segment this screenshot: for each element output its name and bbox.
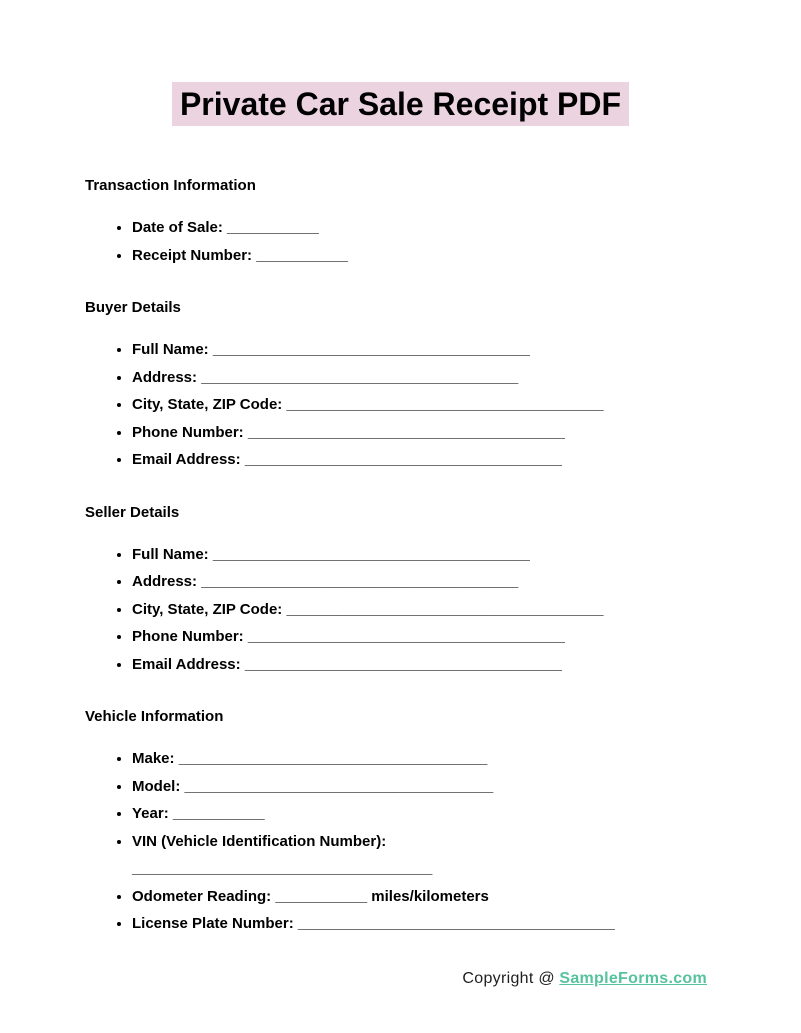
field-label: Receipt Number: <box>132 246 253 264</box>
field-list-buyer <box>85 336 716 474</box>
blank-line: ______________________________________ <box>247 423 565 441</box>
field-label: License Plate Number: <box>132 915 294 932</box>
field-seller-email-address <box>132 651 716 679</box>
blank-line: ______________________________________ <box>244 451 562 468</box>
field-seller-city-state-zip <box>132 596 716 624</box>
blank-line: _____________________________________ <box>178 750 488 767</box>
field-label: Address: <box>132 573 198 590</box>
sampleforms-link[interactable]: SampleForms.com <box>559 969 707 987</box>
section-seller-details <box>85 504 716 679</box>
blank-line: ______________________________________ <box>286 396 604 413</box>
blank-line: ___________ <box>275 887 368 905</box>
field-list-vehicle <box>85 745 716 938</box>
field-label: VIN (Vehicle Identification Number): <box>132 832 387 850</box>
field-label: Model: <box>132 777 181 795</box>
field-label: Email Address: <box>132 451 241 468</box>
field-label: Email Address: <box>132 655 241 673</box>
section-vehicle-information <box>85 708 716 938</box>
blank-line: ___________ <box>172 805 265 822</box>
field-receipt-number <box>132 242 716 270</box>
field-label: Phone Number: <box>132 628 244 645</box>
field-vehicle-make <box>132 745 716 773</box>
field-buyer-city-state-zip <box>132 391 716 419</box>
field-date-of-sale <box>132 214 716 242</box>
field-seller-phone-number <box>132 623 716 651</box>
field-buyer-full-name <box>132 336 716 364</box>
field-suffix: miles/kilometers <box>371 887 489 905</box>
blank-line: ______________________________________ <box>212 545 530 563</box>
blank-line: ______________________________________ <box>286 600 604 618</box>
field-list-seller <box>85 541 716 679</box>
field-label: Date of Sale: <box>132 219 223 236</box>
field-vehicle-license-plate <box>132 910 716 938</box>
blank-line: ______________________________________ <box>212 341 530 358</box>
field-list-transaction <box>85 214 716 269</box>
blank-line: ___________ <box>227 219 319 236</box>
field-label: Phone Number: <box>132 423 244 441</box>
title-row <box>85 82 716 126</box>
section-transaction-information <box>85 177 716 269</box>
blank-line: ______________________________________ <box>201 573 519 590</box>
field-seller-address <box>132 568 716 596</box>
copyright-text: Copyright @ <box>462 969 555 987</box>
blank-line: ______________________________________ <box>297 915 615 932</box>
blank-line: ___________ <box>256 246 348 264</box>
section-heading-seller: Seller Details <box>85 503 180 521</box>
field-buyer-phone-number <box>132 419 716 447</box>
page-title: Private Car Sale Receipt PDF <box>172 82 629 126</box>
field-label: Address: <box>132 368 198 386</box>
blank-line: _____________________________________ <box>184 777 494 795</box>
field-buyer-email-address <box>132 446 716 474</box>
blank-line: ______________________________________ <box>244 655 562 673</box>
field-seller-full-name <box>132 541 716 569</box>
field-vehicle-year <box>132 800 716 828</box>
field-label: Make: <box>132 750 175 767</box>
field-label: City, State, ZIP Code: <box>132 600 283 618</box>
blank-line: ______________________________________ <box>247 628 565 645</box>
blank-line: ______________________________________ <box>201 368 519 386</box>
field-label: City, State, ZIP Code: <box>132 396 283 413</box>
field-label: Year: <box>132 805 169 822</box>
blank-line: ____________________________________ <box>132 860 433 877</box>
field-label: Full Name: <box>132 545 209 563</box>
footer <box>85 968 707 990</box>
section-heading-buyer: Buyer Details <box>85 299 181 316</box>
field-vehicle-vin <box>132 828 716 883</box>
field-vehicle-model <box>132 773 716 801</box>
field-buyer-address <box>132 364 716 392</box>
field-label: Full Name: <box>132 341 209 358</box>
section-buyer-details <box>85 299 716 474</box>
section-heading-vehicle: Vehicle Information <box>85 708 224 725</box>
field-label: Odometer Reading: <box>132 887 272 905</box>
section-heading-transaction: Transaction Information <box>85 177 256 194</box>
field-vehicle-odometer <box>132 883 716 911</box>
